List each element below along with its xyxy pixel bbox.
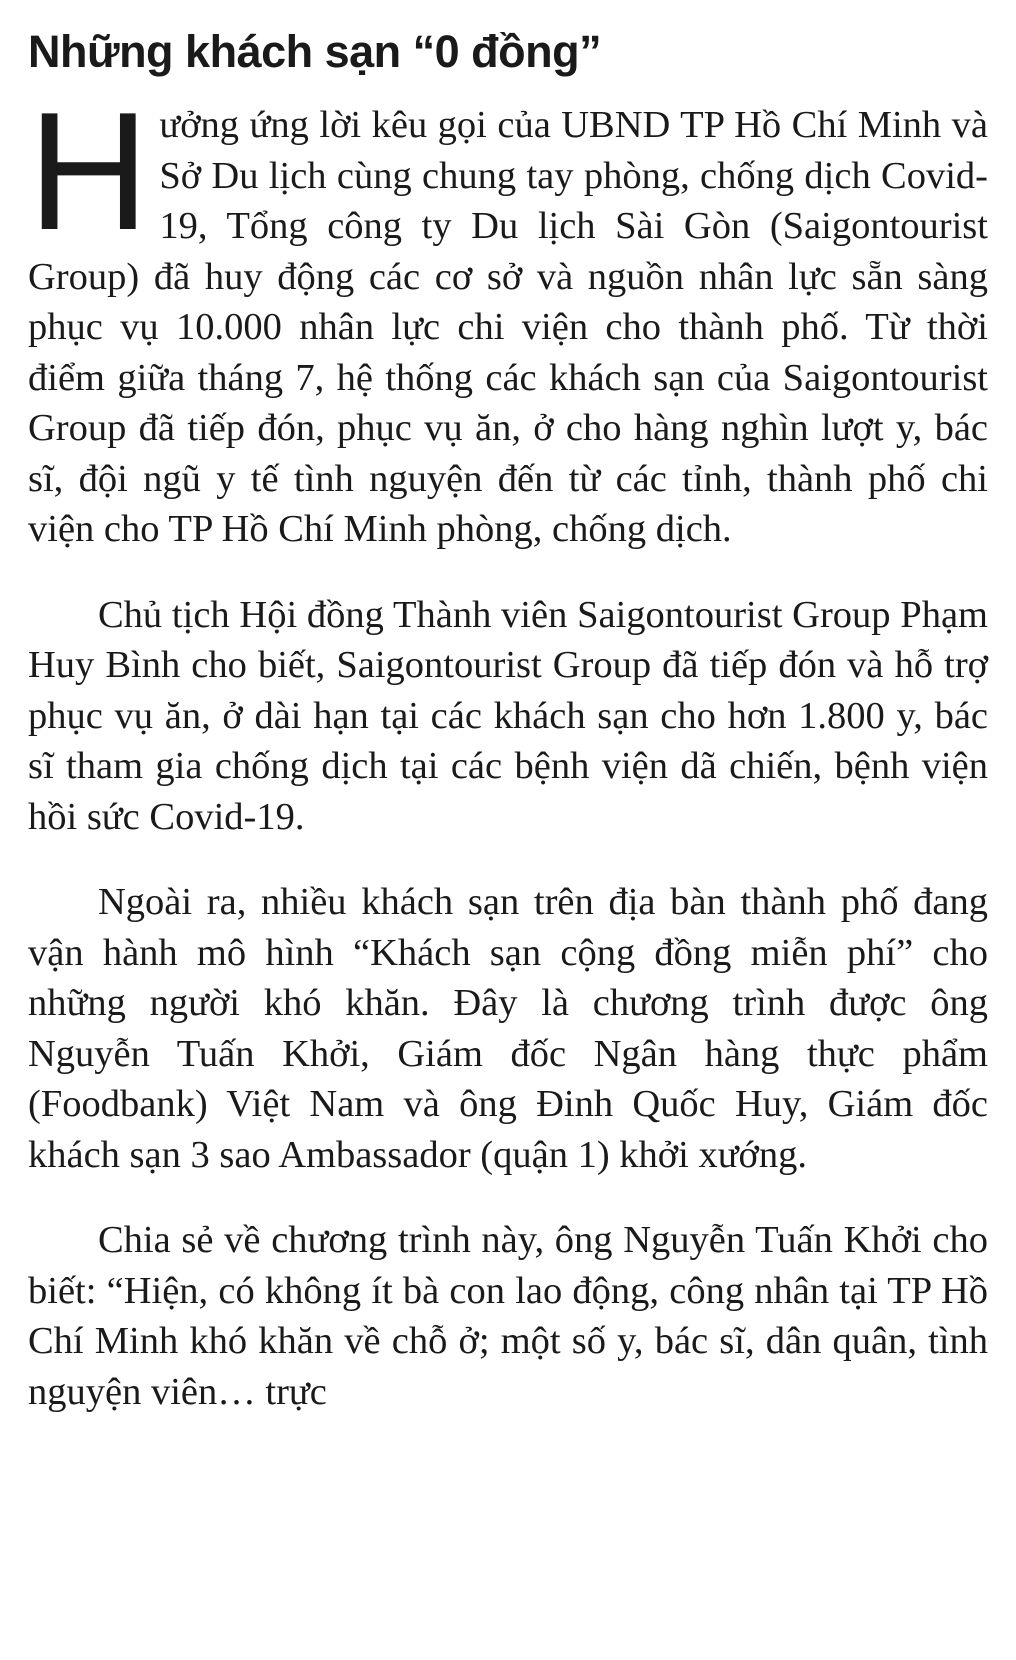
article-paragraph-2: Chủ tịch Hội đồng Thành viên Saigontourist Group Phạm Huy Bình cho biết, Saigontourist Group đã tiếp đón và hỗ trợ phục vụ ăn, ở dài hạn tại các khách sạn cho hơn 1.800 y, bác sĩ tham gia chống dịch tại các bệnh viện dã chiến, bệnh viện hồi sức Covid-19.	[28, 593, 988, 838]
article-paragraph-3: Ngoài ra, nhiều khách sạn trên địa bàn thành phố đang vận hành mô hình “Khách sạn cộng đồng miễn phí” cho những người khó khăn. Đây là chương trình được ông Nguyễn Tuấn Khởi, Giám đốc Ngân hàng thực phẩm (Foodbank) Việt Nam và ông Đinh Quốc Huy, Giám đốc khách sạn 3 sao Ambassador (quận 1) khởi xướng.	[28, 881, 988, 1176]
paragraph-spacer	[28, 555, 988, 590]
drop-cap: H	[28, 77, 150, 265]
article-title: Những khách sạn “0 đồng”	[28, 26, 602, 77]
paragraph-1-text: ưởng ứng lời kêu gọi của UBND TP Hồ Chí Minh và Sở Du lịch cùng chung tay phòng, chống dịch Covid-19, Tổng công ty Du lịch Sài Gòn (Saigontourist Group) đã huy động các cơ sở và nguồn nhân lực sẵn sàng phục vụ 10.000 nhân lực chi viện cho thành phố. Từ thời điểm giữa tháng 7, hệ thống các khách sạn của Saigontourist Group đã tiếp đón, phục vụ ăn, ở cho hàng nghìn lượt y, bác sĩ, đội ngũ y tế tình nguyện đến từ các tỉnh, thành phố chi viện cho TP Hồ Chí Minh phòng, chống dịch.	[28, 104, 988, 550]
paragraph-spacer	[28, 842, 988, 877]
article	[28, 22, 988, 1417]
article-paragraph-1	[28, 77, 988, 555]
paragraph-spacer	[28, 1180, 988, 1215]
article-paragraph-4: Chia sẻ về chương trình này, ông Nguyễn Tuấn Khởi cho biết: “Hiện, có không ít bà con lao động, công nhân tại TP Hồ Chí Minh khó khăn về chỗ ở; một số y, bác sĩ, dân quân, tình nguyện viên… trực	[28, 1219, 988, 1413]
